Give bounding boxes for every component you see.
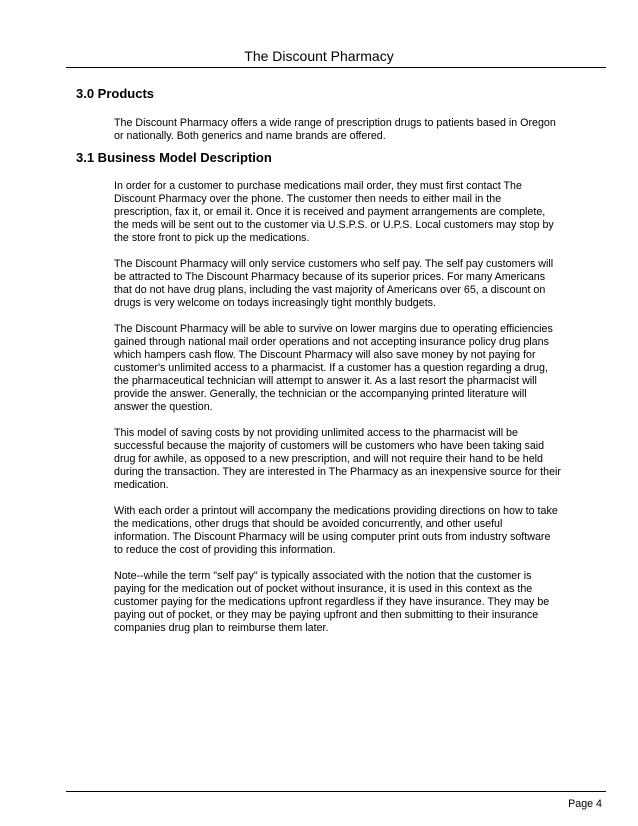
business-model-body bbox=[114, 180, 594, 648]
page-header-title: The Discount Pharmacy bbox=[244, 48, 394, 64]
paragraph: In order for a customer to purchase medications mail order, they must first contact The Discount Pharmacy over the phone. The customer then needs to either mail in the prescription, fax it, or email it. Once it is received and payment arrangements are complete, the meds will be sent out to the customer via U.S.P.S. or U.P.S. Local customers may stop by the store front to pick up the medications. bbox=[114, 180, 554, 244]
paragraph: The Discount Pharmacy will be able to survive on lower margins due to operating efficiencies gained through national mail order operations and not accepting insurance policy drug plans which hampers cash flow. The Discount Pharmacy will also save money by not paying for customer's unlimited access to a pharmacist. If a customer has a question regarding a drug, the pharmaceutical technician will attempt to answer it. As a last resort the pharmacist will provide the answer. Generally, the technician or the accompanying printed literature will answer the question. bbox=[114, 323, 553, 413]
products-body bbox=[114, 117, 594, 143]
paragraph: Note--while the term "self pay" is typically associated with the notion that the customer is paying for the medication out of pocket without insurance, it is used in this context as the customer paying for the medications upfront regardless if they have insurance. They may be paying out of pocket, or they may be paying upfront and then submitting to their insurance companies drug plan to reimburse them later. bbox=[114, 570, 550, 634]
paragraph: With each order a printout will accompany the medications providing directions on how to take the medications, other drugs that should be avoided concurrently, and other useful information. The Discount Pharmacy will be using computer print outs from industry software to reduce the cost of providing this information. bbox=[114, 505, 558, 556]
paragraph: This model of saving costs by not providing unlimited access to the pharmacist will be successful because the majority of customers will be customers who have been taking said drug for awhile, as opposed to a new prescription, and will not require their hand to be held during the transaction. They are interested in The Pharmacy as an inexpensive source for their medication. bbox=[114, 427, 561, 491]
paragraph: The Discount Pharmacy will only service customers who self pay. The self pay customers will be attracted to The Discount Pharmacy because of its superior prices. For many Americans that do not have drug plans, including the vast majority of Americans over 65, a discount on drugs is very welcome on todays increasingly tight monthly budgets. bbox=[114, 258, 554, 309]
section-heading-business-model: 3.1 Business Model Description bbox=[76, 150, 272, 165]
page-number: Page 4 bbox=[568, 798, 602, 810]
header-divider bbox=[66, 67, 606, 68]
paragraph: The Discount Pharmacy offers a wide range of prescription drugs to patients based in Oregon or nationally. Both generics and name brands are offered. bbox=[114, 117, 556, 142]
section-heading-products: 3.0 Products bbox=[76, 86, 155, 101]
footer-divider bbox=[66, 791, 606, 792]
